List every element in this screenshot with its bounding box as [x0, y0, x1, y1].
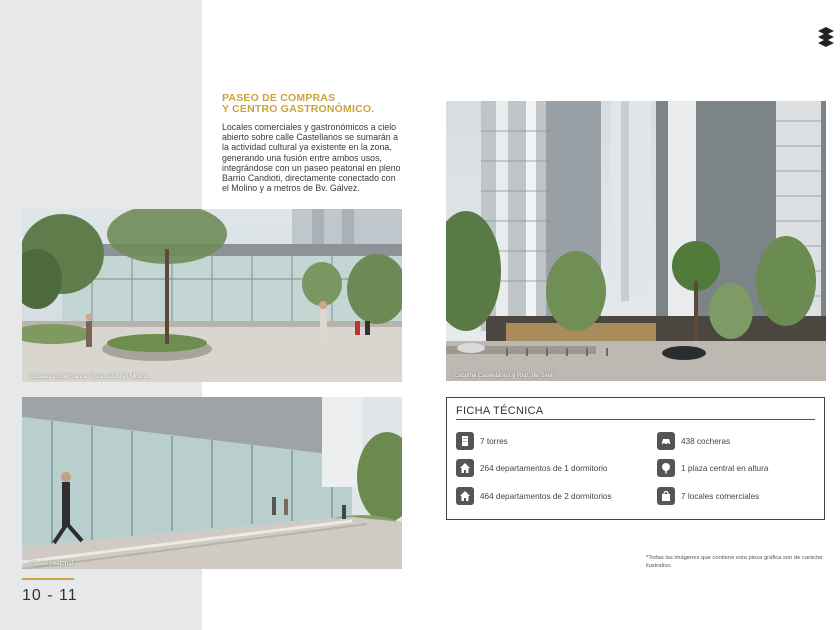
- spec-item-cocheras: [657, 432, 730, 450]
- ficha-divider: [456, 419, 815, 420]
- spec-label: 438 cocheras: [681, 436, 731, 446]
- heading-line-2: Y CENTRO GASTRONÓMICO.: [222, 103, 375, 115]
- photo-caption: Locales comerciales. Vista desde el Molino.: [30, 373, 150, 380]
- photo-caption: Paseo peatonal: [30, 560, 74, 567]
- spec-label: 1 plaza central en altura: [681, 463, 769, 473]
- spec-item-plaza-central: [657, 459, 768, 477]
- photo-esquina-castellanos: [446, 101, 826, 381]
- spec-label: 7 torres: [480, 436, 508, 446]
- menu-icon[interactable]: [816, 26, 836, 48]
- ficha-title: FICHA TÉCNICA: [456, 405, 544, 417]
- house-icon: [456, 459, 474, 477]
- disclaimer-note: *Todas las imágenes que contiene esta pieza gráfica son de carácter ilustrativo.: [646, 555, 823, 569]
- shopping-bag-icon: [657, 487, 675, 505]
- photo-locales-comerciales: [22, 209, 402, 382]
- spec-label: 7 locales comerciales: [681, 491, 760, 501]
- tree-icon: [657, 459, 675, 477]
- car-icon: [657, 432, 675, 450]
- spec-label: 264 departamentos de 1 dormitorio: [480, 463, 608, 473]
- render-locales: [22, 209, 402, 382]
- section-heading: [222, 93, 422, 115]
- spec-label: 464 departamentos de 2 dormitorios: [480, 491, 612, 501]
- render-esquina: [446, 101, 826, 381]
- photo-caption: Esquina Castellanos y Rep. de Siria: [454, 372, 553, 379]
- spec-item-locales-comerciales: [657, 487, 759, 505]
- page-number: 10 - 11: [22, 587, 78, 604]
- page-number-accent-line: [22, 578, 74, 580]
- heading-line-1: PASEO DE COMPRAS: [222, 92, 336, 104]
- tower-icon: [456, 432, 474, 450]
- spec-item-torres: [456, 432, 508, 450]
- ficha-tecnica-box: [446, 397, 825, 520]
- spec-item-dptos-1-dormitorio: [456, 459, 607, 477]
- section-description: Locales comerciales y gastronómicos a cielo abierto sobre calle Castellanos se sumarán a la actividad cultural ya existente en la zona, generando una fusión entre ambos usos, integrándose con un paseo peatonal en pleno Barrio Candioti, directamente conectado con el Molino y a metros de Bv. Gálvez.: [222, 122, 401, 194]
- render-paseo: [22, 397, 402, 569]
- photo-paseo-peatonal: [22, 397, 402, 569]
- house-icon: [456, 487, 474, 505]
- spec-item-dptos-2-dormitorios: [456, 487, 612, 505]
